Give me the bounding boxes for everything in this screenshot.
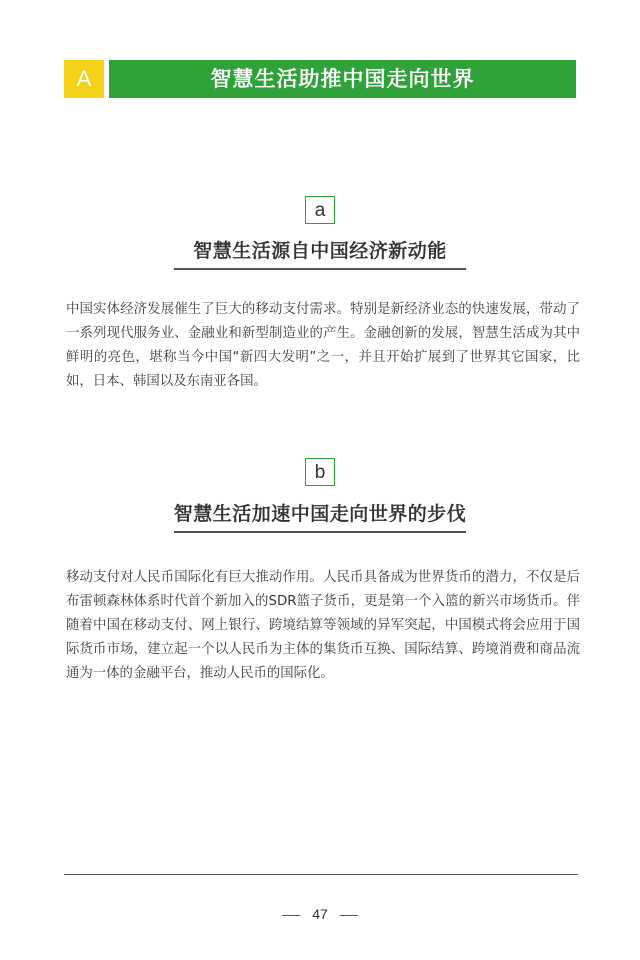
page-number: 47 bbox=[312, 906, 328, 922]
footer-right-dash bbox=[340, 915, 358, 916]
section-b-paragraph: 移动支付对人民币国际化有巨大推动作用。人民币具备成为世界货币的潜力，不仅是后布雷顿森林体系时代首个新加入的SDR篮子货币，更是第一个入篮的新兴市场货币。伴随着中国在移动支付、网上银行、跨境结算等领域的异军突起，中国模式将会应用于国际货币市场，建立起一个以人民币为主体的集货币互换、国际结算、跨境消费和商品流通为一体的金融平台，推动人民币的国际化。 bbox=[66, 570, 580, 681]
chapter-badge: A bbox=[64, 60, 104, 98]
chapter-title: 智慧生活助推中国走向世界 bbox=[109, 60, 576, 98]
section-b-heading: 智慧生活加速中国走向世界的步伐 bbox=[173, 503, 467, 525]
section-b-letter: b bbox=[305, 458, 335, 486]
section-a-paragraph: 中国实体经济发展催生了巨大的移动支付需求。特别是新经济业态的快速发展，带动了一系列现代服务业、金融业和新型制造业的产生。金融创新的发展，智慧生活成为其中鲜明的亮色，堪称当今中国“新四大发明”之一，并且开始扩展到了世界其它国家，比如，日本、韩国以及东南亚各国。 bbox=[66, 302, 580, 389]
section-a-heading: 智慧生活源自中国经济新动能 bbox=[193, 240, 447, 262]
section-a-letter: a bbox=[305, 196, 335, 224]
chapter-header bbox=[64, 60, 576, 98]
footer-left-dash bbox=[282, 915, 300, 916]
footer-divider bbox=[64, 874, 578, 875]
page-footer bbox=[0, 906, 640, 922]
section-a-underline bbox=[174, 268, 466, 270]
section-b-underline bbox=[174, 531, 466, 533]
